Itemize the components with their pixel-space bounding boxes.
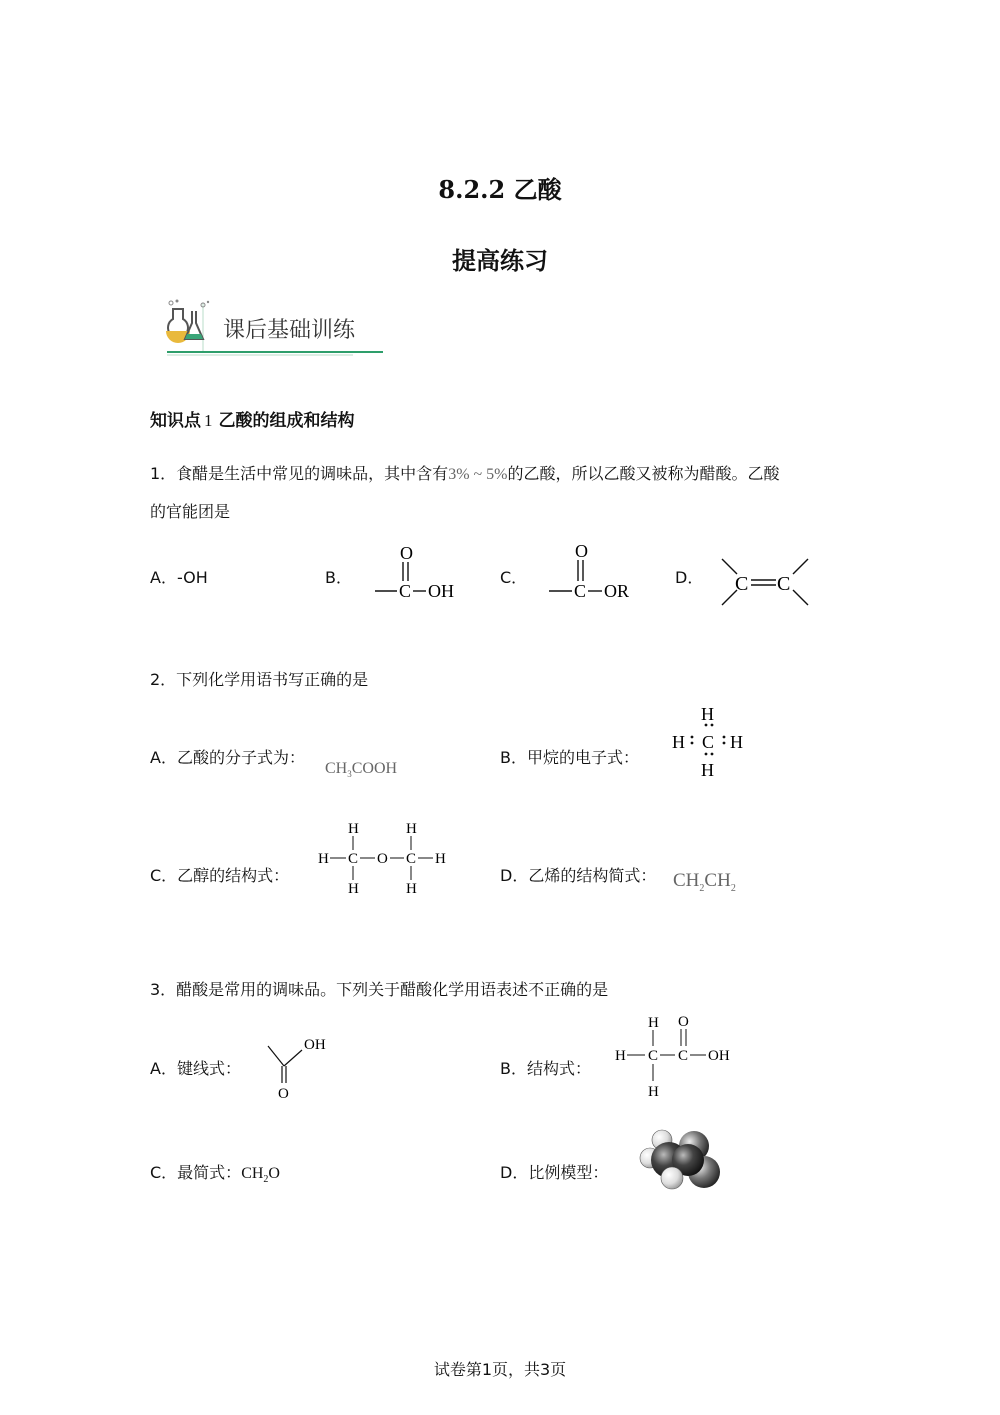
atom-c: C [574, 581, 587, 601]
section-banner [163, 297, 388, 357]
atom-h: H [318, 851, 329, 867]
atom-c2: C [777, 573, 791, 595]
q2-option-b: B．甲烷的电子式： [500, 748, 639, 767]
formula-subscript: 3 [347, 769, 352, 780]
q2-stem: 2．下列化学用语书写正确的是 [150, 670, 369, 689]
q1-stem-part1: 1．食醋是生活中常见的调味品，其中含有 [150, 464, 449, 483]
q1-stem-formula: 3% ~ 5% [448, 466, 508, 483]
formula-part: COOH [351, 760, 398, 777]
q3-option-a: A．键线式： [150, 1059, 241, 1078]
q3-option-d: D．比例模型： [500, 1163, 609, 1182]
section-label: 知识点 [150, 411, 201, 431]
atom-c1: C [735, 573, 749, 595]
q1-option-b-label: B． [325, 568, 352, 587]
q1-option-c-label: C． [500, 568, 528, 587]
q2-option-d-formula [673, 870, 736, 894]
atom-oh: OH [708, 1048, 730, 1064]
section-number: 1 [204, 411, 213, 430]
atom-o: O [377, 851, 388, 867]
atom-c: C [399, 581, 412, 601]
page-title: 8.2.2 乙酸 [438, 175, 562, 204]
atom-h-right: H [730, 732, 743, 752]
atom-c: C [348, 851, 359, 867]
page-footer: 试卷第1页，共3页 [433, 1360, 567, 1379]
q3-stem: 3．醋酸是常用的调味品。下列关于醋酸化学用语表述不正确的是 [150, 980, 609, 999]
acetic-acid-structural-formula [612, 1010, 742, 1102]
q2-option-c: C．乙醇的结构式： [150, 866, 290, 885]
formula-subscript: 2 [263, 1174, 269, 1186]
q1-stem-line2: 的官能团是 [150, 502, 231, 521]
q1-stem-part2: 的乙酸，所以乙酸又被称为醋酸。乙酸 [507, 464, 780, 483]
formula-subscript: 2 [699, 882, 705, 894]
atom-h-left: H [672, 732, 685, 752]
atom-h: H [648, 1084, 659, 1100]
skeletal-formula [262, 1032, 342, 1102]
atom-c: C [702, 732, 715, 752]
q1-option-d-label: D． [675, 568, 704, 587]
q2-option-a-formula [325, 760, 397, 779]
atom-h: H [348, 881, 359, 897]
alkene-double-bond-structure [715, 554, 815, 610]
formula-part: CH [325, 760, 348, 777]
ether-structural-formula [316, 818, 452, 898]
carboxyl-group-structure [370, 540, 465, 602]
section-heading [150, 406, 355, 431]
formula-part: CH [673, 870, 700, 891]
atom-o: O [278, 1086, 289, 1102]
atom-c: C [678, 1048, 689, 1064]
q3-option-c-formula [241, 1165, 280, 1186]
atom-c: C [406, 851, 417, 867]
ester-group-structure [545, 538, 645, 602]
section-text: 乙酸的组成和结构 [218, 411, 355, 431]
atom-o: O [400, 543, 413, 563]
atom-or: OR [604, 581, 630, 601]
formula-subscript: 2 [730, 882, 736, 894]
atom-c: C [648, 1048, 659, 1064]
q2-option-a: A．乙酸的分子式为： [150, 748, 305, 767]
space-filling-model [636, 1128, 728, 1194]
formula-part: CH [241, 1165, 264, 1182]
atom-h: H [615, 1048, 626, 1064]
q2-option-d: D．乙烯的结构简式： [500, 866, 657, 885]
q3-option-b: B．结构式： [500, 1059, 591, 1078]
atom-h: H [406, 881, 417, 897]
q3-option-c-label [150, 1160, 280, 1185]
atom-oh: OH [428, 581, 454, 601]
atom-o: O [678, 1014, 689, 1030]
methane-electron-formula [668, 702, 758, 782]
atom-h: H [648, 1015, 659, 1031]
page-subtitle: 提高练习 [452, 246, 548, 275]
atom-h: H [435, 851, 446, 867]
q1-stem-line1 [150, 461, 780, 484]
formula-part: O [268, 1165, 280, 1182]
atom-o: O [575, 541, 588, 561]
atom-oh: OH [304, 1037, 326, 1053]
atom-h-bottom: H [701, 760, 714, 780]
q3-option-c-text: C．最简式： [150, 1163, 242, 1182]
atom-h: H [348, 821, 359, 837]
atom-h: H [406, 821, 417, 837]
q1-option-a: A．-OH [150, 568, 208, 587]
atom-h-top: H [701, 704, 714, 724]
banner-title: 课后基础训练 [223, 318, 356, 343]
formula-part: CH [704, 870, 731, 891]
